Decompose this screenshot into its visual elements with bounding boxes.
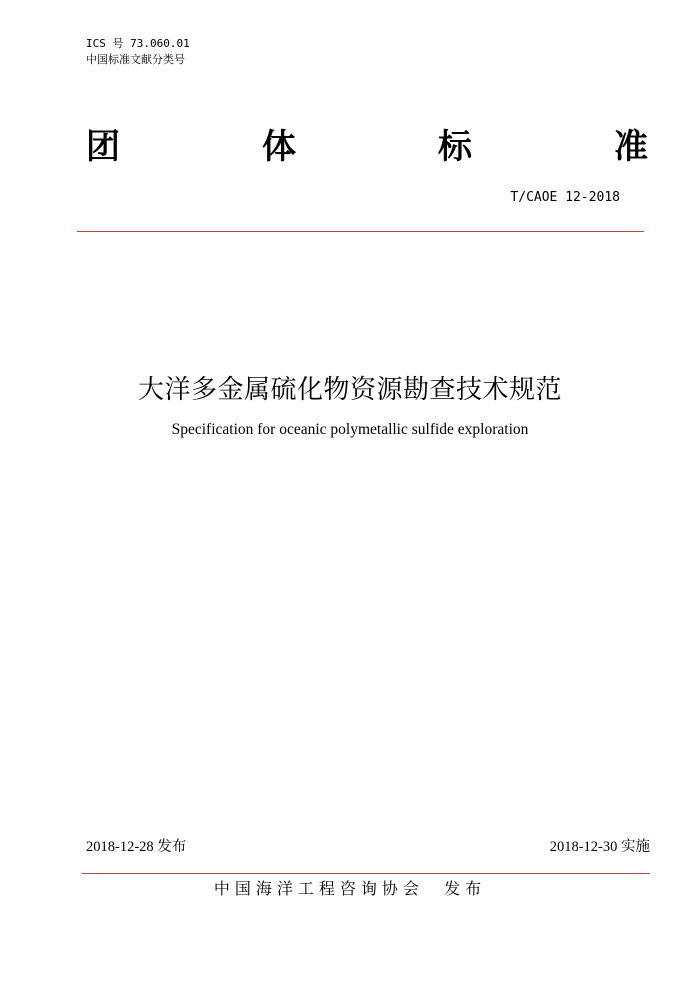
document-title-en: Specification for oceanic polymetallic sulfide exploration — [171, 421, 529, 438]
standard-type-char: 团 — [86, 127, 120, 167]
standard-number: T/CAOE 12-2018 — [510, 190, 620, 205]
classification-block — [86, 36, 190, 68]
top-divider — [77, 231, 644, 232]
bottom-divider — [82, 873, 650, 874]
publisher: 中国海洋工程咨询协会 发布 — [213, 879, 487, 898]
ics-code: ICS 号 73.060.01 — [86, 37, 190, 50]
document-title-zh: 大洋多金属硫化物资源勘查技术规范 — [137, 375, 562, 405]
standard-type-char: 准 — [614, 127, 648, 167]
standard-type-char: 标 — [438, 127, 472, 167]
ccs-label: 中国标准文献分类号 — [86, 53, 185, 66]
publish-date: 2018-12-28 发布 — [86, 839, 187, 855]
implement-date: 2018-12-30 实施 — [549, 839, 650, 855]
standard-type-char: 体 — [262, 127, 296, 167]
standard-type-heading — [86, 124, 648, 170]
